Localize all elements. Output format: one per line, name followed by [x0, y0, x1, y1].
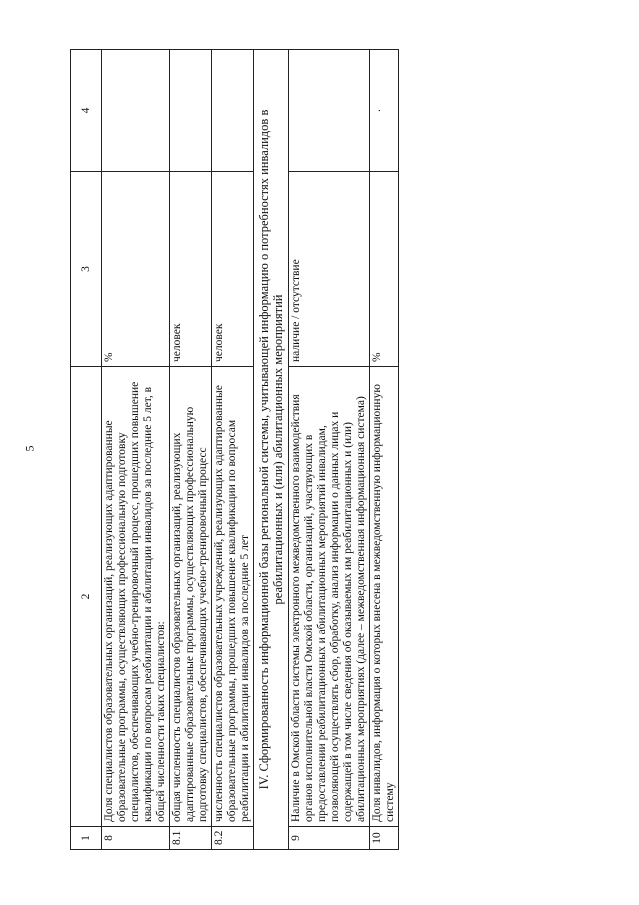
row-unit: человек: [212, 172, 254, 367]
row-number: 8.1: [170, 827, 212, 850]
row-value: .: [370, 50, 399, 172]
row-text: Доля инвалидов, информация о которых внесена в межведомственную информационную систему: [370, 367, 399, 827]
header-col-3: 3: [71, 172, 102, 367]
table-header-row: [71, 50, 102, 850]
row-text: общая численность специалистов образовательных организаций, реализующих адаптированные образовательные программы, осуществляющих профессиональную подготовку специалистов, обеспечивающих учебно-тренировочный процесс: [170, 367, 212, 827]
row-unit: %: [370, 172, 399, 367]
table-row: [370, 50, 399, 850]
section-header-row: [254, 50, 289, 850]
row-value: [289, 50, 370, 172]
table-row: [102, 50, 170, 850]
table-row: [289, 50, 370, 850]
page-number: 5: [22, 445, 37, 452]
row-value: [212, 50, 254, 172]
row-number: 8: [102, 827, 170, 850]
row-value: [102, 50, 170, 172]
header-col-2: 2: [71, 367, 102, 827]
row-text: Доля специалистов образовательных организаций, реализующих адаптированные образовательные программы, осуществляющих профессиональную подготовку специалистов, обеспечивающих учебно-тренировочный процесс, прошедших повышение квалификации по вопросам реабилитации и абилитации инвалидов за последние 5 лет, в общей численности таких специалистов:: [102, 367, 170, 827]
section-title: IV. Сформированность информационной базы региональной системы, учитывающей информацию о потребностях инвалидов в реабилитационных и (или) абилитационных мероприятий: [254, 50, 289, 850]
indicators-table: [70, 49, 399, 850]
row-number: 10: [370, 827, 399, 850]
rotated-page-content: [70, 50, 606, 850]
row-text: численность специалистов образовательных учреждений, реализующих адаптированные образовательные программы, прошедших повышение квалификации по вопросам реабилитации и абилитации инвалидов за последние 5 лет: [212, 367, 254, 827]
row-unit: %: [102, 172, 170, 367]
table-row: [212, 50, 254, 850]
row-number: 9: [289, 827, 370, 850]
row-value: [170, 50, 212, 172]
row-unit: наличие / отсутствие: [289, 172, 370, 367]
header-col-1: 1: [71, 827, 102, 850]
row-text: Наличие в Омской области системы электронного межведомственного взаимодействия органов исполнительной власти Омской области, организаций, участвующих в предоставлении реабилитационных и абилитационных мероприятий инвалидам, позволяющей осуществлять сбор, обработку, анализ информации о данных лицах и содержащей в том числе сведения об оказываемых им реабилитационных и (или) абилитационных мероприятиях (далее – межведомственная информационная система): [289, 367, 370, 827]
row-number: 8.2: [212, 827, 254, 850]
row-unit: человек: [170, 172, 212, 367]
table-row: [170, 50, 212, 850]
header-col-4: 4: [71, 50, 102, 172]
